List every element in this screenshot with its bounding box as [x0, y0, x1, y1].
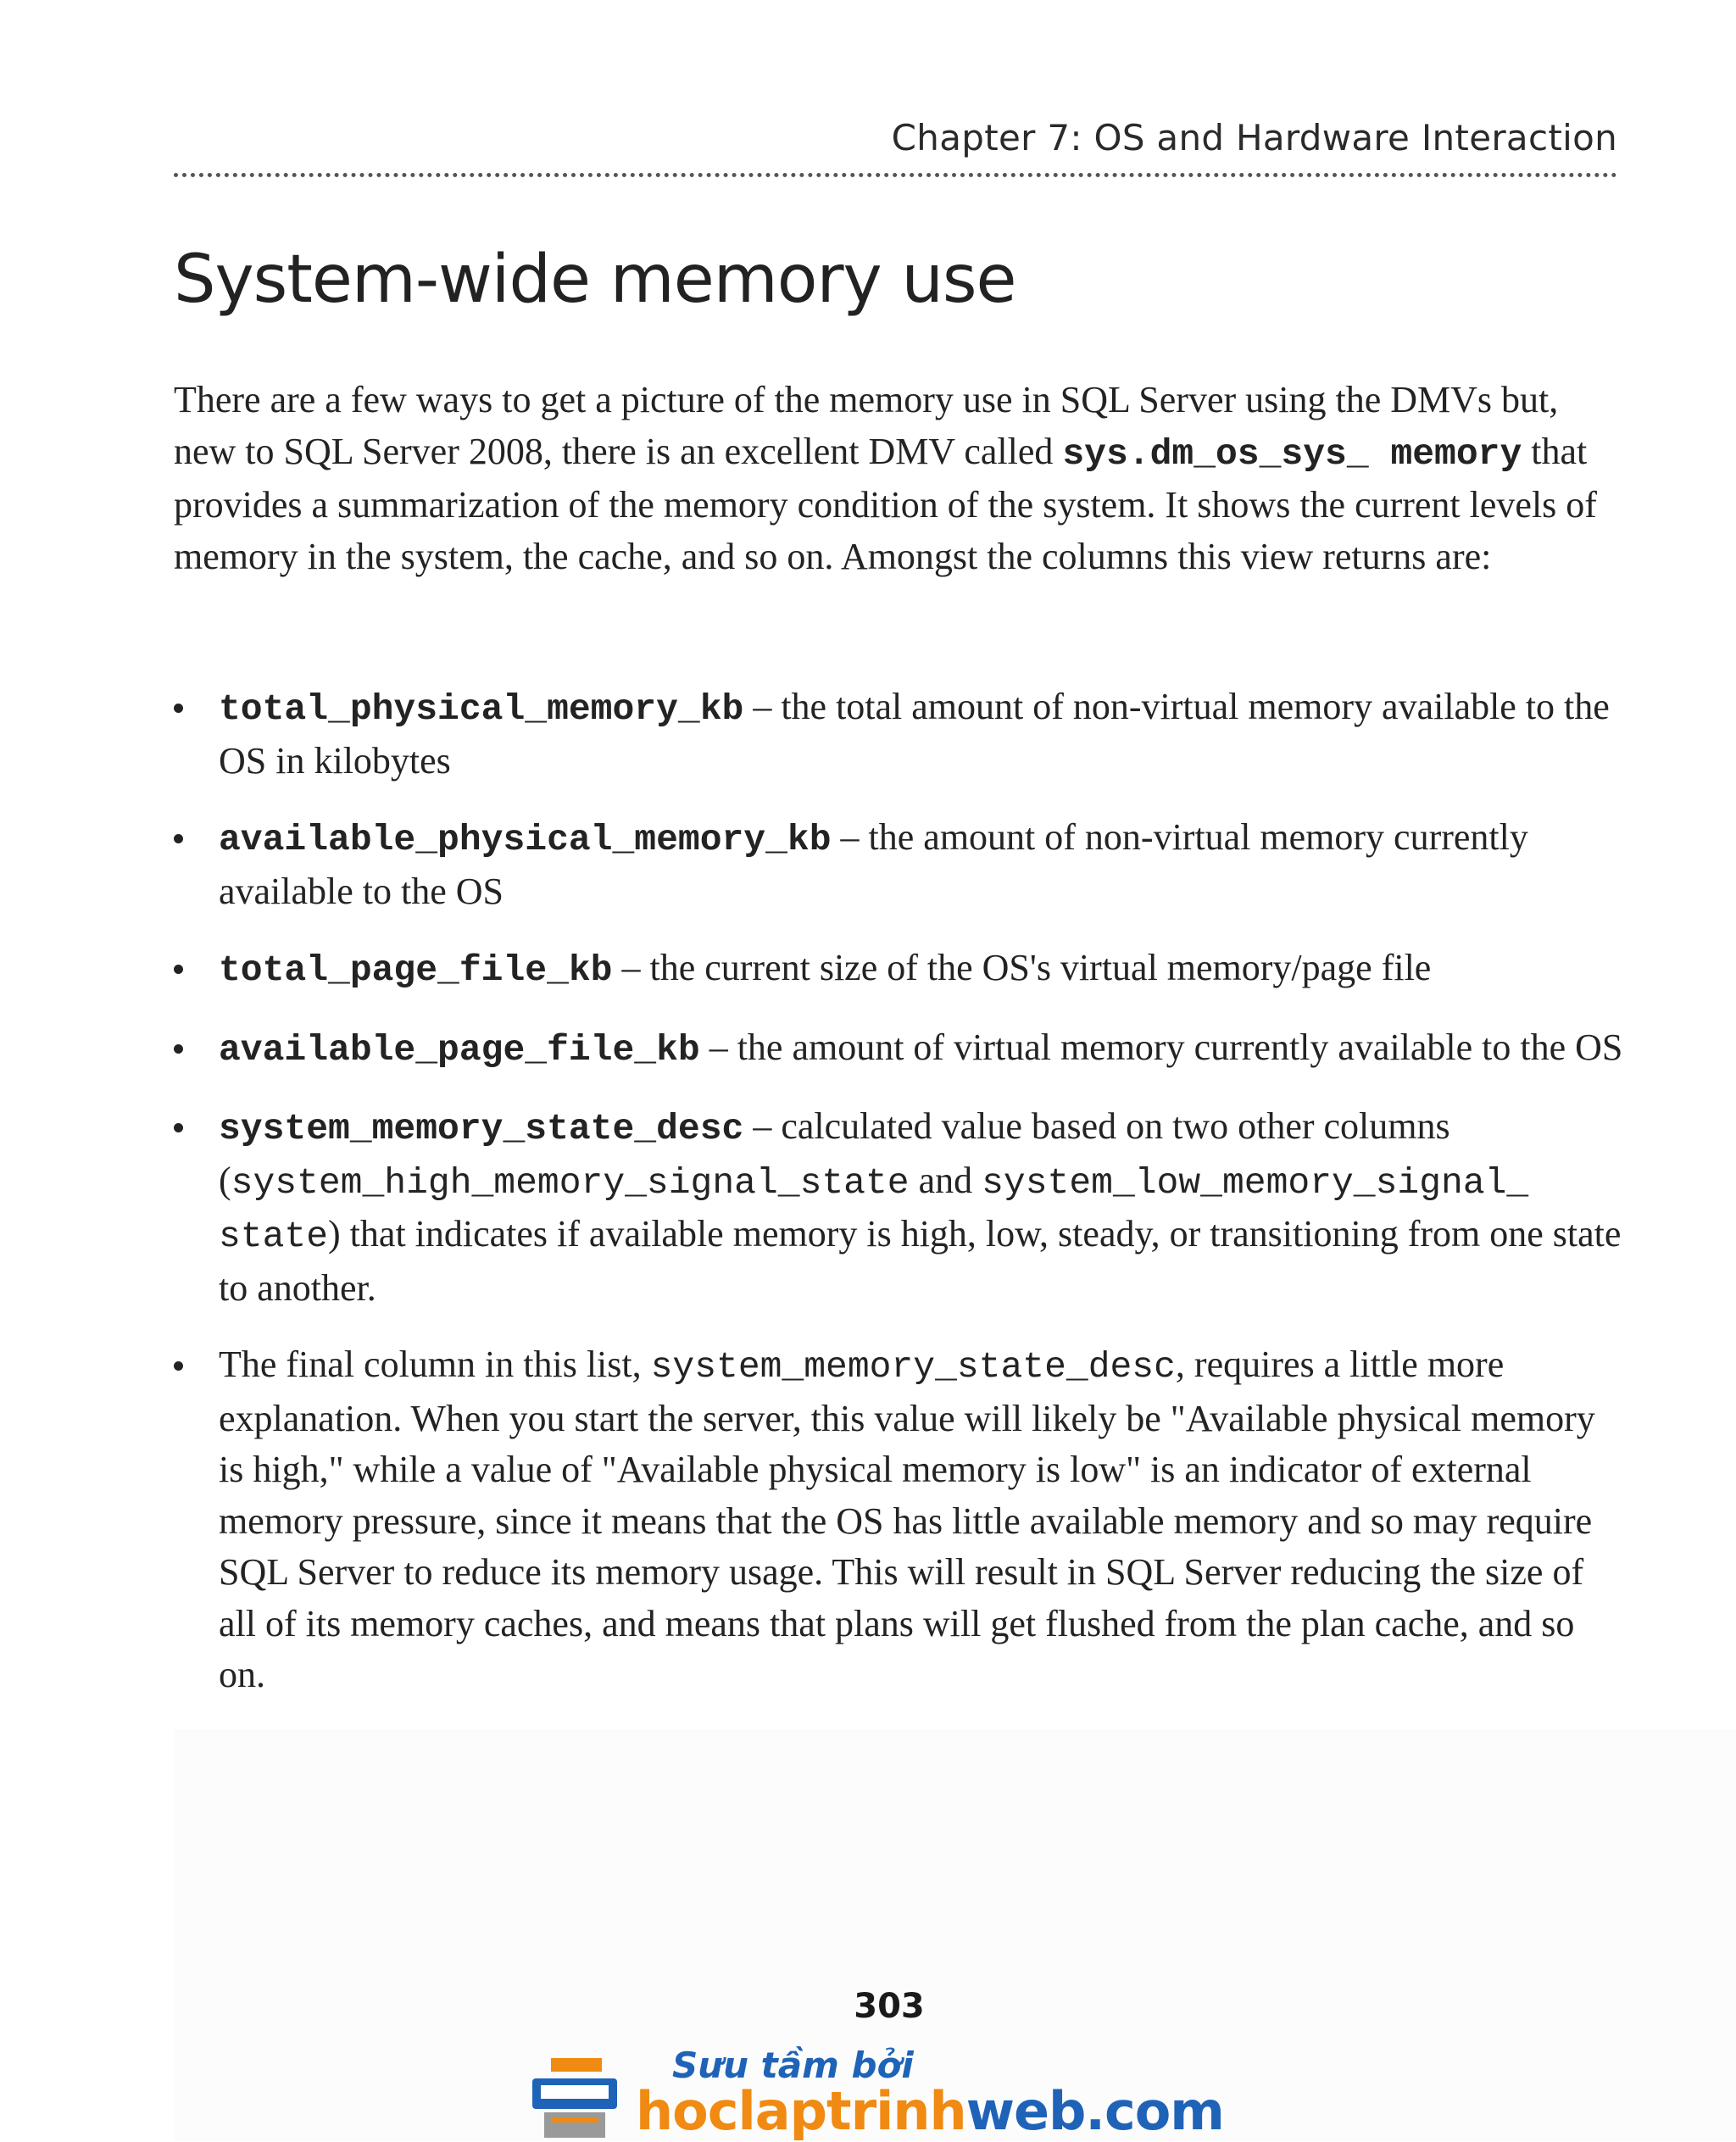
watermark-logo-icon — [532, 2056, 626, 2141]
bullet-icon — [174, 704, 183, 713]
column-description: – calculated value based on two other columns ( — [219, 1105, 1450, 1201]
column-name: total_physical_memory_kb — [219, 688, 744, 730]
column-description: – the amount of virtual memory currently available to the OS — [699, 1026, 1623, 1068]
page-number: 303 — [854, 1987, 925, 2026]
bullet-icon — [174, 965, 183, 974]
column-name: available_page_file_kb — [219, 1028, 700, 1071]
bullet-icon — [174, 1361, 183, 1371]
inline-code: system_memory_state_desc — [650, 1346, 1176, 1388]
watermark-site — [636, 2080, 1224, 2142]
column-description: ) that indicates if available memory is high, low, steady, or transitioning from one state to another. — [219, 1213, 1622, 1309]
watermark-site-part2: web.com — [965, 2080, 1224, 2142]
list-item — [174, 812, 1623, 917]
list-item — [174, 943, 1623, 997]
list-item — [174, 682, 1623, 787]
list-item — [174, 1101, 1623, 1314]
header-dotted-rule — [174, 173, 1617, 177]
column-name: available_physical_memory_kb — [219, 819, 832, 860]
watermark-site-part1: hoclaptrinh — [636, 2080, 966, 2142]
column-description: – the total amount of non-virtual memory available to the OS in kilobytes — [219, 686, 1610, 782]
intro-text-1: There are a few ways to get a picture of the memory use in SQL Server using the DMVs but, new to SQL Server 2008, there is an excellent DMV called — [174, 379, 1559, 472]
column-name: system_memory_state_desc — [219, 1108, 744, 1149]
bullet-icon — [174, 1123, 183, 1132]
column-description: – the amount of non-virtual memory currently available to the OS — [219, 816, 1528, 912]
column-list — [174, 682, 1623, 1727]
column-name: total_page_file_kb — [219, 949, 613, 991]
watermark — [532, 2045, 1227, 2141]
column-description: and — [909, 1159, 982, 1201]
intro-text-2: that provides a summarization of the memory condition of the system. It shows the current levels of memory in the system, the cache, and so on. Amongst the columns this view returns are: — [174, 430, 1597, 577]
watermark-tagline: Sưu tầm bởi — [672, 2045, 914, 2086]
bullet-icon — [174, 834, 183, 843]
running-head: Chapter 7: OS and Hardware Interaction — [891, 117, 1617, 159]
inline-code: system_high_memory_signal_state — [231, 1161, 910, 1204]
list-item — [174, 1022, 1623, 1077]
explanation-text: , requires a little more explanation. When you start the server, this value will likely be "Available physical memory is high," while a value of "Available physical memory is low" is an indicator of external memory pressure, since it means that the OS has little available memory and so may require SQL Server to reduce its memory usage. This will result in SQL Server reducing the size of all of its memory caches, and means that plans will get flushed from the plan cache, and so on. — [219, 1344, 1595, 1695]
bullet-icon — [174, 1044, 183, 1054]
column-description: – the current size of the OS's virtual memory/page file — [612, 947, 1432, 988]
intro-dmv-name: sys.dm_os_sys_ memory — [1062, 432, 1522, 475]
section-title: System-wide memory use — [174, 242, 1016, 318]
list-item — [174, 1339, 1623, 1701]
intro-paragraph — [174, 375, 1623, 582]
explanation-text: The final column in this list, — [219, 1344, 651, 1385]
inline-code: system_low_memory_signal_ state — [219, 1161, 1529, 1257]
